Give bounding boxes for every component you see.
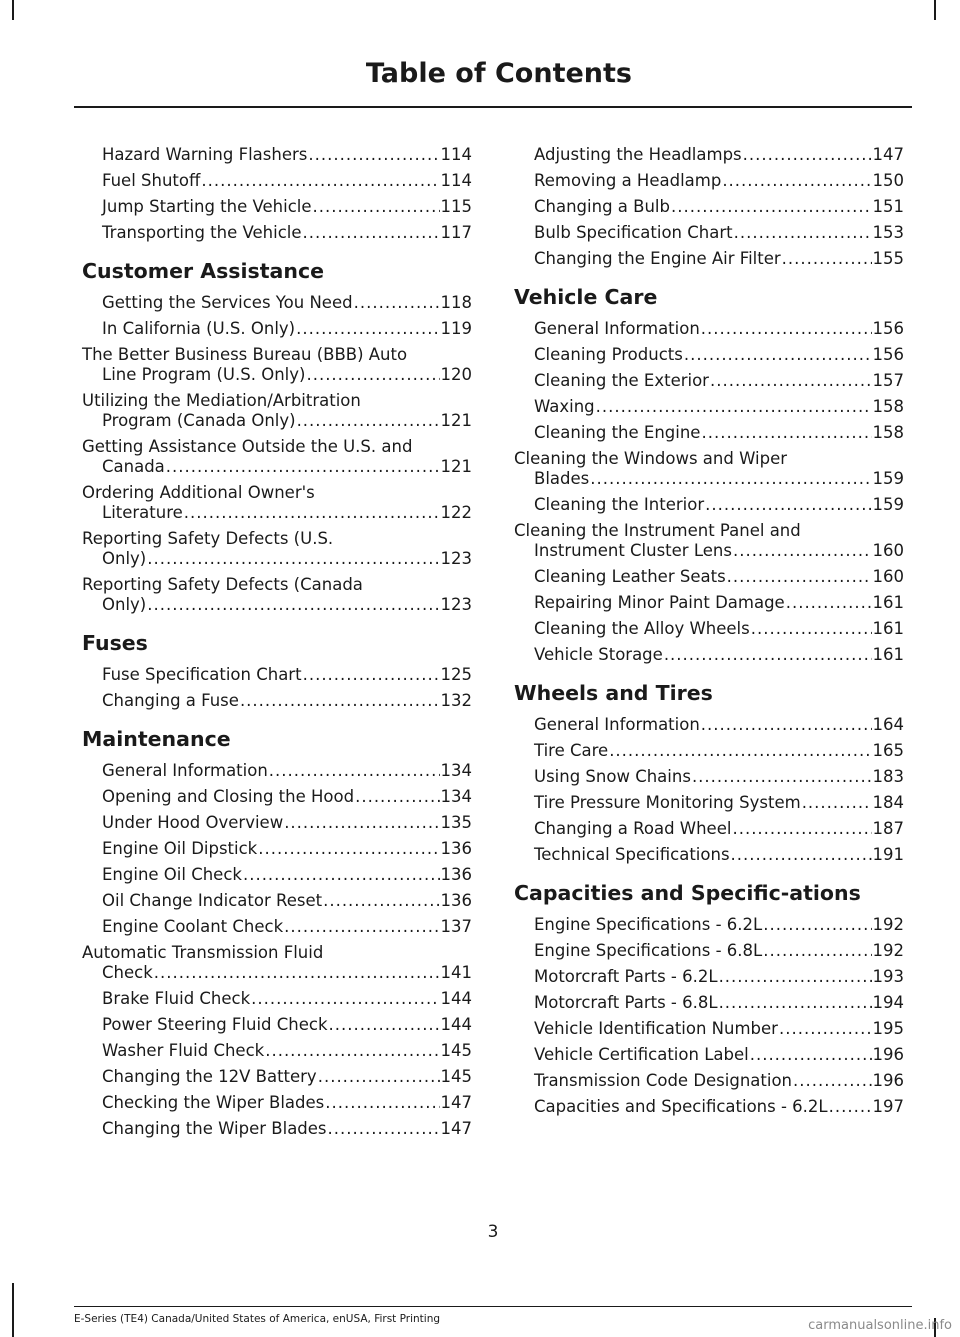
toc-entry[interactable] [514,249,904,269]
toc-entry[interactable] [82,691,472,711]
dot-leader [355,787,439,807]
toc-entry-title: Cleaning Products [534,345,683,364]
toc-entry-title: Cleaning the Exterior [534,371,709,390]
dot-leader [731,845,872,865]
toc-entry-page: 159 [872,495,904,514]
toc-entry-page: 164 [872,715,904,734]
toc-entry-title: Changing a Bulb [534,197,670,216]
dot-leader [154,963,440,983]
toc-entry[interactable] [82,917,472,937]
toc-entry-title: Reporting Safety Defects (Canada [82,575,363,594]
toc-entry-page: 159 [872,469,904,488]
dot-leader [609,741,871,761]
toc-entry[interactable] [514,767,904,787]
dot-leader [303,223,440,243]
toc-entry[interactable] [514,423,904,443]
dot-leader [782,249,872,269]
dot-leader [166,457,440,477]
toc-entry-page: 191 [872,845,904,864]
toc-entry[interactable] [514,145,904,165]
toc-entry-title: Cleaning the Interior [534,495,705,514]
dot-leader [664,645,872,665]
toc-entry[interactable] [82,761,472,781]
dot-leader [325,1093,439,1113]
dot-leader [269,761,440,781]
toc-entry[interactable] [82,1041,472,1061]
toc-entry-page: 158 [872,397,904,416]
dot-leader [710,371,872,391]
toc-entry-title: Engine Oil Dipstick [102,839,258,858]
toc-entry-page: 123 [440,549,472,568]
toc-entry-page: 123 [440,595,472,614]
toc-entry[interactable] [82,839,472,859]
toc-entry-title: Engine Coolant Check [102,917,284,936]
toc-entry-title: Reporting Safety Defects (U.S. [82,529,334,548]
dot-leader [184,503,440,523]
toc-entry[interactable] [514,741,904,761]
toc-entry-page: 193 [872,967,904,986]
page-number: 3 [487,1222,499,1242]
toc-entry-title: The Better Business Bureau (BBB) Auto [82,345,408,364]
dot-leader [733,541,872,561]
toc-entry-title: Engine Specifications - 6.2L [534,915,763,934]
toc-entry-title: Hazard Warning Flashers [102,145,308,164]
dot-leader [727,567,872,587]
toc-entry[interactable] [514,1019,904,1039]
toc-entry[interactable] [514,567,904,587]
toc-entry[interactable] [82,197,472,217]
toc-entry-page: 196 [872,1071,904,1090]
toc-entry[interactable] [82,319,472,339]
toc-entry-title: Line Program (U.S. Only) [102,365,306,384]
dot-leader [671,197,872,217]
toc-entry-title: Washer Fluid Check [102,1041,265,1060]
toc-entry[interactable] [82,787,472,807]
dot-leader [786,593,872,613]
toc-entry-title: Changing the Wiper Blades [102,1119,327,1138]
toc-entry[interactable] [514,319,904,339]
toc-entry[interactable] [514,793,904,813]
dot-leader [701,715,872,735]
toc-entry-title: Cleaning the Alloy Wheels [534,619,750,638]
toc-entry-page: 145 [440,1067,472,1086]
toc-entry-page: 197 [872,1097,904,1116]
toc-entry-title: Repairing Minor Paint Damage [534,593,785,612]
toc-entry[interactable] [514,619,904,639]
toc-entry[interactable] [82,483,472,523]
toc-entry-title: Canada [102,457,165,476]
footer-divider [74,1306,912,1307]
dot-leader [313,197,440,217]
toc-entry-page: 151 [872,197,904,216]
toc-entry-page: 118 [440,293,472,312]
toc-entry-title: Instrument Cluster Lens [534,541,732,560]
toc-entry-title: Vehicle Identification Number [534,1019,778,1038]
toc-entry-title: Literature [102,503,183,522]
toc-entry-title: Cleaning the Engine [534,423,701,442]
toc-entry-title: Under Hood Overview [102,813,284,832]
toc-entry[interactable] [82,391,472,431]
toc-entry-page: 121 [440,411,472,430]
toc-entry-page: 137 [440,917,472,936]
toc-entry-page: 161 [872,645,904,664]
toc-entry-page: 136 [440,891,472,910]
toc-entry-title: Ordering Additional Owner's [82,483,315,502]
toc-entry-page: 115 [440,197,472,216]
dot-leader [284,813,439,833]
dot-leader [701,423,871,443]
toc-entry-title: Changing the 12V Battery [102,1067,317,1086]
toc-entry[interactable] [82,223,472,243]
dot-leader [734,223,872,243]
toc-entry[interactable] [514,845,904,865]
toc-entry-page: 117 [440,223,472,242]
toc-entry-page: 196 [872,1045,904,1064]
toc-entry-page: 120 [440,365,472,384]
toc-entry-page: 160 [872,567,904,586]
toc-entry-title: Bulb Specification Chart [534,223,733,242]
dot-leader [251,989,439,1009]
toc-entry-page: 156 [872,319,904,338]
toc-entry-page: 122 [440,503,472,522]
toc-entry-title: Getting the Services You Need [102,293,353,312]
dot-leader [240,691,440,711]
toc-entry[interactable] [82,529,472,569]
dot-leader [147,595,439,615]
dot-leader [705,495,871,515]
toc-column-left [82,145,472,1145]
toc-entry-title: Blades [534,469,590,488]
toc-entry-title: Jump Starting the Vehicle [102,197,312,216]
toc-entry-title: Changing the Engine Air Filter [534,249,781,268]
toc-entry[interactable] [514,993,904,1013]
toc-entry-title: Check [102,963,153,982]
dot-leader [323,891,439,911]
toc-entry-page: 136 [440,865,472,884]
toc-entry-title: Program (Canada Only) [102,411,296,430]
toc-entry-title: Engine Specifications - 6.8L [534,941,763,960]
dot-leader [719,967,872,987]
toc-entry[interactable] [82,943,472,983]
toc-entry-page: 192 [872,915,904,934]
toc-entry-page: 161 [872,619,904,638]
dot-leader [354,293,440,313]
dot-leader [763,915,871,935]
dot-leader [750,1045,872,1065]
toc-entry[interactable] [82,1119,472,1139]
dot-leader [303,665,440,685]
dot-leader [265,1041,439,1061]
dot-leader [732,819,871,839]
toc-entry-page: 156 [872,345,904,364]
dot-leader [201,171,439,191]
dot-leader [328,1119,440,1139]
toc-entry-title: Cleaning the Windows and Wiper [514,449,788,468]
dot-leader [590,469,871,489]
dot-leader [701,319,872,339]
toc-entry-title: General Information [534,715,700,734]
toc-entry-title: Only) [102,549,147,568]
toc-entry-title: Adjusting the Headlamps [534,145,742,164]
toc-entry[interactable] [82,145,472,165]
toc-entry[interactable] [514,197,904,217]
dot-leader [258,839,439,859]
toc-column-right [514,145,904,1123]
section-heading: Fuses [82,631,148,655]
toc-entry-page: 161 [872,593,904,612]
toc-entry[interactable] [514,171,904,191]
toc-entry-page: 135 [440,813,472,832]
toc-entry-page: 144 [440,1015,472,1034]
dot-leader [147,549,439,569]
toc-entry-title: Transporting the Vehicle [102,223,302,242]
toc-entry-title: Checking the Wiper Blades [102,1093,325,1112]
toc-entry-page: 187 [872,819,904,838]
toc-entry[interactable] [514,345,904,365]
dot-leader [802,793,872,813]
toc-entry-title: Fuel Shutoff [102,171,201,190]
toc-entry[interactable] [82,665,472,685]
toc-entry-page: 195 [872,1019,904,1038]
dot-leader [297,411,440,431]
toc-entry-page: 145 [440,1041,472,1060]
toc-entry-title: General Information [102,761,268,780]
toc-entry-title: Brake Fluid Check [102,989,251,1008]
dot-leader [763,941,871,961]
section-heading: Capacities and Specific-ations [514,881,861,905]
section-heading: Customer Assistance [82,259,325,283]
crop-mark-top-right [934,0,936,20]
toc-entry-title: Cleaning Leather Seats [534,567,726,586]
page-title: Table of Contents [365,58,632,89]
toc-entry-page: 132 [440,691,472,710]
toc-entry[interactable] [82,171,472,191]
toc-entry-title: Only) [102,595,147,614]
dot-leader [306,365,439,385]
toc-entry[interactable] [514,397,904,417]
toc-entry[interactable] [514,593,904,613]
toc-entry[interactable] [514,1097,904,1117]
dot-leader [793,1071,871,1091]
dot-leader [329,1015,440,1035]
dot-leader [743,145,872,165]
header-divider [74,106,912,108]
dot-leader [243,865,440,885]
dot-leader [719,993,872,1013]
toc-entry-title: In California (U.S. Only) [102,319,296,338]
section-heading: Vehicle Care [514,285,658,309]
toc-entry-page: 134 [440,761,472,780]
toc-entry-page: 160 [872,541,904,560]
toc-entry-title: Motorcraft Parts - 6.8L [534,993,718,1012]
toc-entry[interactable] [514,495,904,515]
toc-entry[interactable] [82,345,472,385]
toc-entry-title: Vehicle Certification Label [534,1045,749,1064]
toc-entry[interactable] [82,865,472,885]
toc-entry[interactable] [514,941,904,961]
toc-entry-page: 119 [440,319,472,338]
toc-entry[interactable] [82,989,472,1009]
toc-entry-page: 194 [872,993,904,1012]
toc-entry[interactable] [514,1071,904,1091]
toc-entry-page: 183 [872,767,904,786]
watermark: carmanualsonline.info [808,1318,952,1333]
toc-entry[interactable] [514,521,904,561]
toc-entry-page: 121 [440,457,472,476]
toc-entry-title: Power Steering Fluid Check [102,1015,328,1034]
toc-entry[interactable] [82,813,472,833]
toc-entry-page: 114 [440,145,472,164]
toc-entry[interactable] [82,575,472,615]
dot-leader [829,1097,872,1117]
toc-entry-title: Utilizing the Mediation/Arbitration [82,391,361,410]
toc-entry-page: 157 [872,371,904,390]
toc-entry[interactable] [82,1015,472,1035]
toc-entry[interactable] [82,1093,472,1113]
toc-entry-page: 155 [872,249,904,268]
toc-entry-title: Opening and Closing the Hood [102,787,355,806]
toc-entry-title: Tire Pressure Monitoring System [534,793,801,812]
toc-entry-page: 125 [440,665,472,684]
toc-entry-title: Technical Specifications [534,845,730,864]
toc-entry-title: Oil Change Indicator Reset [102,891,323,910]
dot-leader [722,171,871,191]
toc-entry-title: Engine Oil Check [102,865,242,884]
toc-entry-title: General Information [534,319,700,338]
dot-leader [779,1019,872,1039]
toc-entry[interactable] [514,449,904,489]
toc-entry-page: 141 [440,963,472,982]
toc-entry[interactable] [514,371,904,391]
toc-entry-title: Changing a Road Wheel [534,819,732,838]
dot-leader [284,917,439,937]
dot-leader [318,1067,440,1087]
toc-entry[interactable] [514,915,904,935]
dot-leader [684,345,872,365]
toc-entry-page: 165 [872,741,904,760]
toc-entry-title: Using Snow Chains [534,767,691,786]
toc-entry-title: Fuse Specification Chart [102,665,302,684]
toc-entry[interactable] [514,715,904,735]
toc-entry-title: Changing a Fuse [102,691,239,710]
toc-entry-page: 192 [872,941,904,960]
dot-leader [596,397,872,417]
toc-entry-page: 147 [440,1093,472,1112]
toc-entry-page: 147 [872,145,904,164]
toc-entry-page: 150 [872,171,904,190]
dot-leader [296,319,439,339]
toc-entry-title: Automatic Transmission Fluid [82,943,324,962]
toc-entry-page: 114 [440,171,472,190]
toc-entry-title: Capacities and Specifications - 6.2L [534,1097,828,1116]
crop-mark-bottom-left [12,1283,14,1337]
toc-entry-title: Cleaning the Instrument Panel and [514,521,801,540]
toc-entry-page: 153 [872,223,904,242]
toc-entry[interactable] [82,891,472,911]
crop-mark-top-left [12,0,14,20]
toc-entry[interactable] [514,1045,904,1065]
dot-leader [751,619,872,639]
toc-entry[interactable] [514,819,904,839]
toc-entry[interactable] [82,293,472,313]
toc-entry[interactable] [82,1067,472,1087]
section-heading: Wheels and Tires [514,681,713,705]
edition-info: E-Series (TE4) Canada/United States of America, enUSA, First Printing [74,1313,441,1325]
toc-entry-page: 184 [872,793,904,812]
toc-entry-title: Tire Care [534,741,609,760]
toc-entry-title: Vehicle Storage [534,645,663,664]
toc-entry-page: 144 [440,989,472,1008]
toc-entry-page: 158 [872,423,904,442]
section-heading: Maintenance [82,727,231,751]
toc-entry[interactable] [514,223,904,243]
toc-entry-page: 134 [440,787,472,806]
toc-entry-title: Getting Assistance Outside the U.S. and [82,437,413,456]
toc-entry[interactable] [82,437,472,477]
toc-entry-page: 147 [440,1119,472,1138]
toc-entry-title: Waxing [534,397,595,416]
dot-leader [308,145,439,165]
dot-leader [692,767,872,787]
toc-entry-title: Removing a Headlamp [534,171,722,190]
toc-entry-title: Motorcraft Parts - 6.2L [534,967,718,986]
toc-entry-page: 136 [440,839,472,858]
toc-entry-title: Transmission Code Designation [534,1071,793,1090]
toc-entry[interactable] [514,645,904,665]
toc-entry[interactable] [514,967,904,987]
